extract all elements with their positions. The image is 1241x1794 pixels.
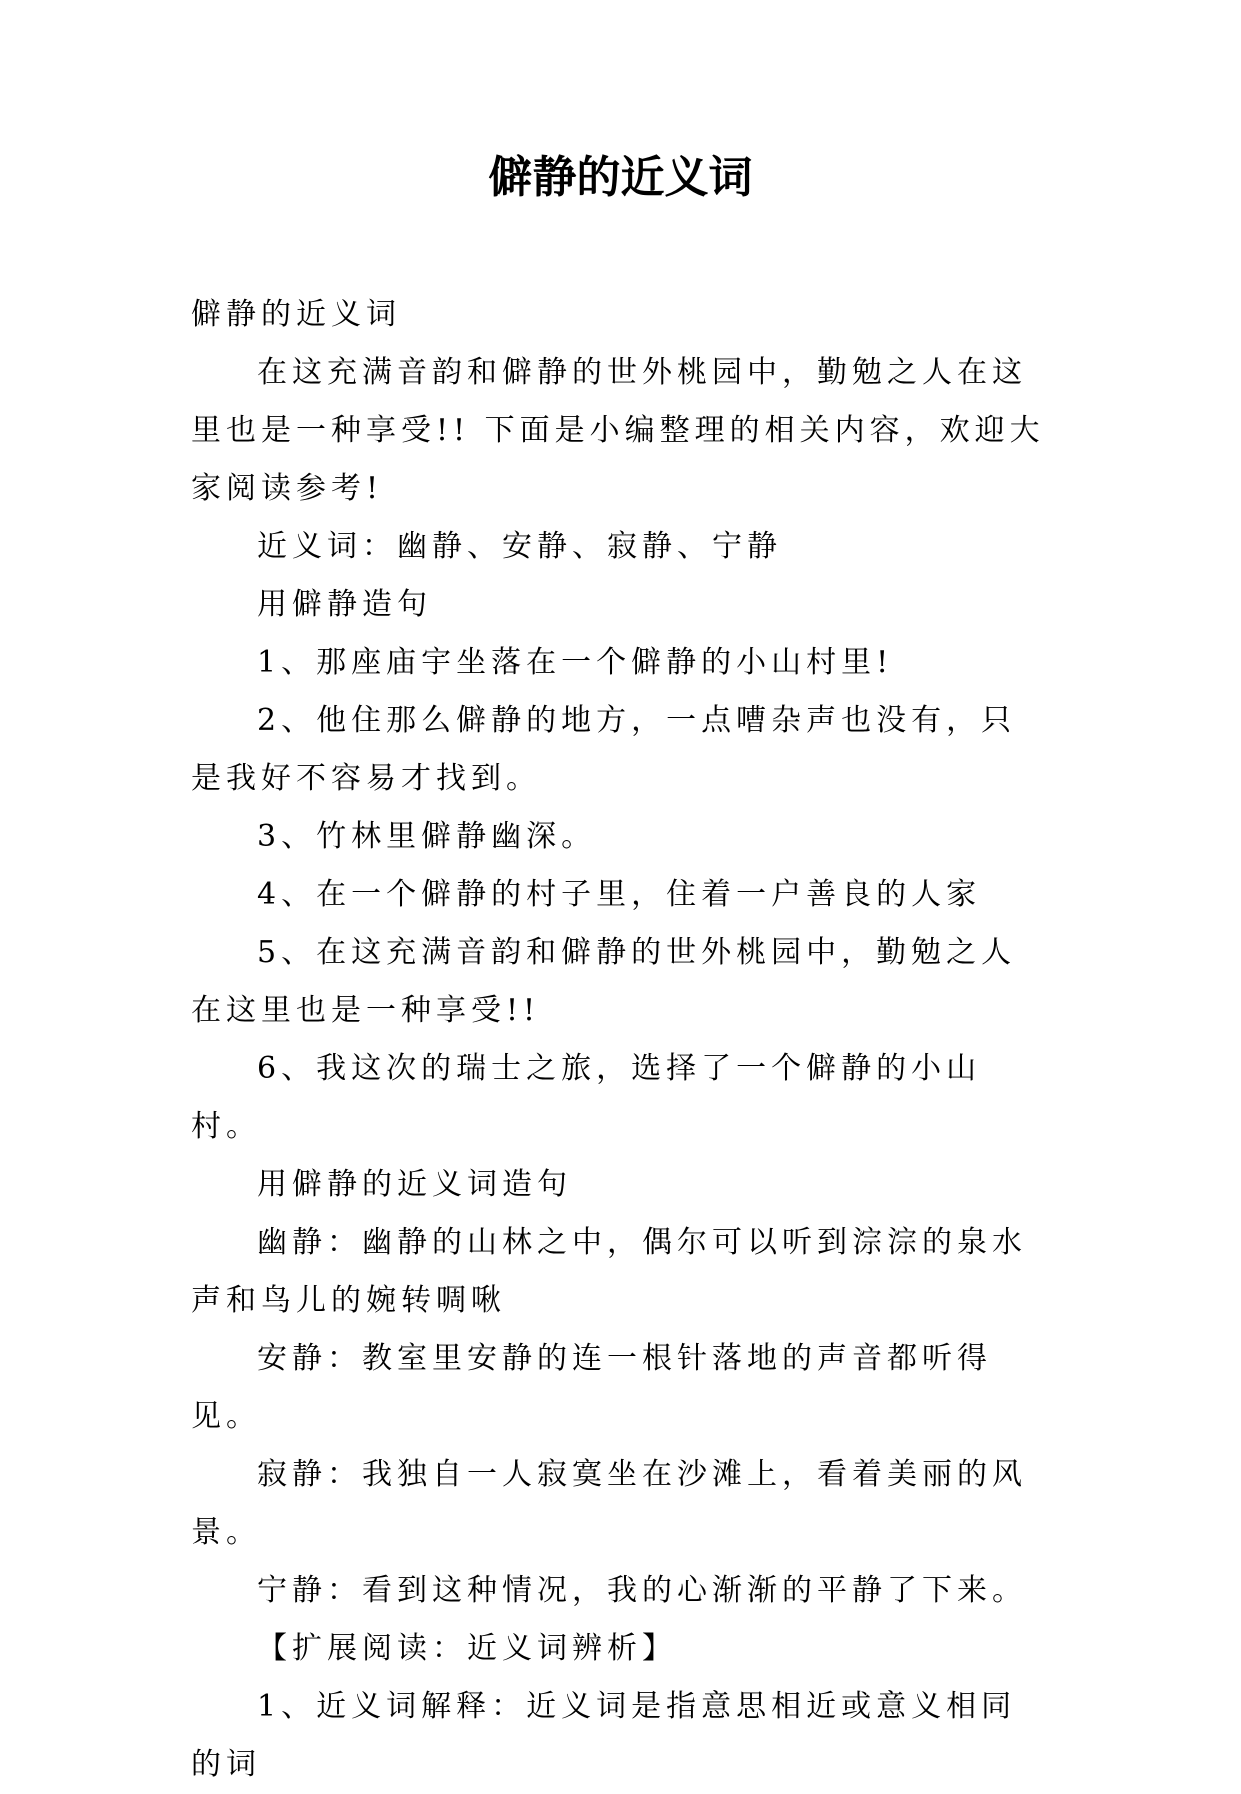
page-title: 僻静的近义词 xyxy=(488,152,753,203)
paragraph: 5、在这充满音韵和僻静的世外桃园中，勤勉之人在这里也是一种享受!! xyxy=(191,935,1017,1028)
paragraph: 幽静：幽静的山林之中，偶尔可以听到淙淙的泉水声和鸟儿的婉转啁啾 xyxy=(191,1225,1027,1318)
paragraph: 1、近义词解释：近义词是指意思相近或意义相同的词 xyxy=(191,1689,1017,1782)
paragraph: 3、竹林里僻静幽深。 xyxy=(257,819,597,854)
paragraph: 在这充满音韵和僻静的世外桃园中，勤勉之人在这里也是一种享受!! 下面是小编整理的相关内容，欢迎大家阅读参考! xyxy=(191,355,1045,506)
paragraph: 1、那座庙宇坐落在一个僻静的小山村里! xyxy=(257,645,894,680)
paragraph: 宁静：看到这种情况，我的心渐渐的平静了下来。 xyxy=(257,1573,1027,1608)
paragraph: 6、我这次的瑞士之旅，选择了一个僻静的小山村。 xyxy=(191,1051,982,1144)
paragraph: 用僻静造句 xyxy=(257,587,432,622)
paragraph: 近义词：幽静、安静、寂静、宁静 xyxy=(257,529,782,564)
paragraph: 僻静的近义词 xyxy=(191,297,401,332)
paragraph: 安静：教室里安静的连一根针落地的声音都听得见。 xyxy=(191,1341,992,1434)
document-body xyxy=(191,286,1051,1794)
paragraph: 4、在一个僻静的村子里，住着一户善良的人家 xyxy=(257,877,982,912)
paragraph: 【扩展阅读：近义词辨析】 xyxy=(257,1631,677,1666)
paragraph: 寂静：我独自一人寂寞坐在沙滩上，看着美丽的风景。 xyxy=(191,1457,1027,1550)
paragraph: 2、他住那么僻静的地方，一点嘈杂声也没有，只是我好不容易才找到。 xyxy=(191,703,1017,796)
paragraph: 用僻静的近义词造句 xyxy=(257,1167,572,1202)
